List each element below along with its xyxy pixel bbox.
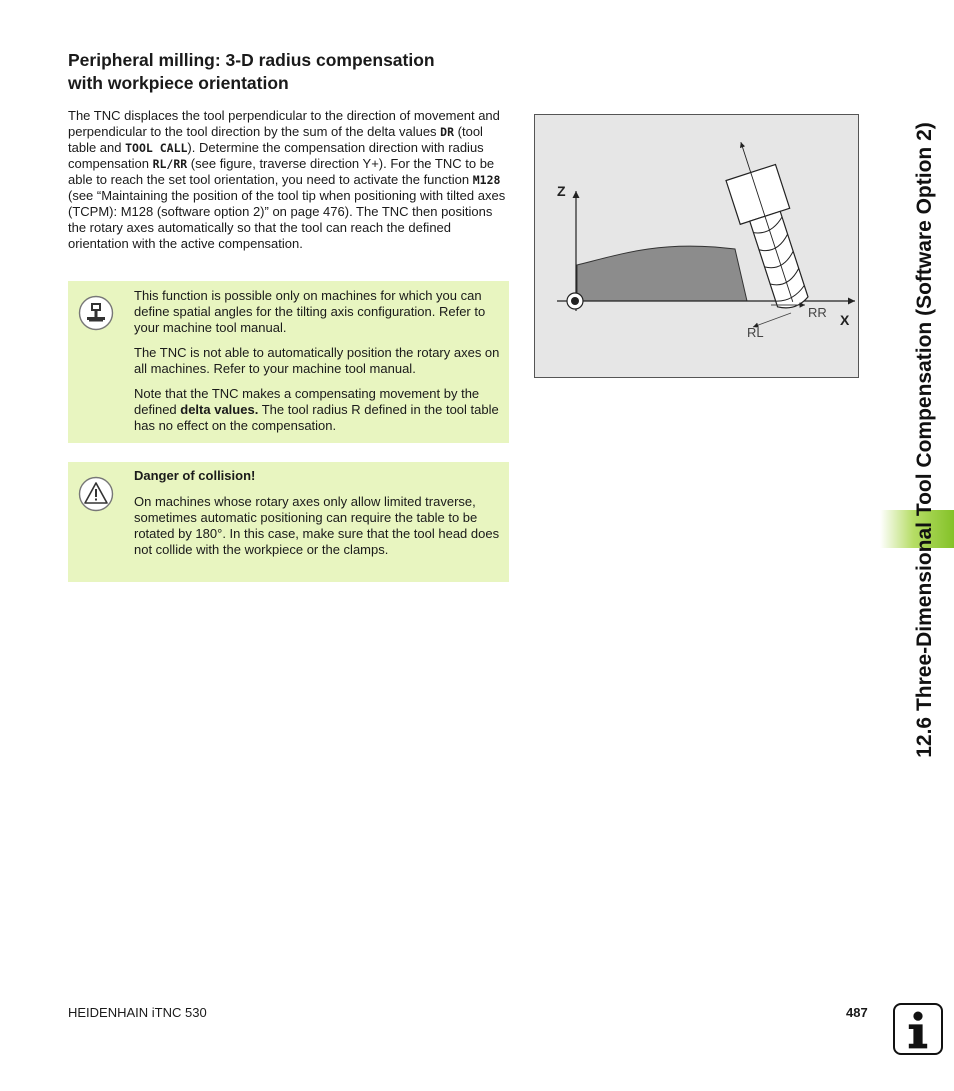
warning-text: On machines whose rotary axes only allow limited traverse, sometimes automatic positioning can require the table to be rotated by 180°. In this case, make sure that the tool head does not collide with the workpiece or the clamps. (134, 494, 500, 557)
intro-paragraph (68, 108, 510, 252)
note-paragraph-3 (134, 386, 502, 434)
warning-icon (78, 476, 114, 512)
machine-icon (78, 295, 114, 331)
machine-note-box (68, 281, 509, 443)
workpiece-shape (577, 246, 747, 301)
intro-text-3: ). Determine the compensation direction with radius compensation (68, 140, 484, 171)
footer-product: HEIDENHAIN iTNC 530 (68, 1005, 207, 1020)
milling-diagram (535, 115, 858, 377)
rl-label: RL (747, 325, 764, 340)
intro-text-1: The TNC displaces the tool perpendicular to the direction of movement and perpendicular to the tool direction by the sum of the delta values (68, 108, 500, 139)
intro-text-5: (see “Maintaining the position of the tool tip when positioning with tilted axes (TCPM): M128 (software option 2)” on page 476). The TNC then positions the rotary axes automatically so that the tool can reach the defined orientation with the active compensation. (68, 188, 506, 251)
intro-text-2: (tool table and (68, 124, 483, 155)
section-heading (68, 49, 508, 95)
note-paragraph-1: This function is possible only on machines for which you can define spatial angles for the tilting axis configuration. Refer to your machine tool manual. (134, 288, 486, 335)
compensation-figure (534, 114, 859, 378)
code-m128: M128 (472, 173, 501, 187)
side-chapter-title (910, 50, 940, 830)
note-paragraph-2: The TNC is not able to automatically position the rotary axes on all machines. Refer to your machine tool manual. (134, 345, 500, 376)
note-text-3a: Note that the TNC makes a compensating movement by the defined (134, 386, 480, 417)
code-rl-rr: RL/RR (152, 157, 188, 171)
heading-line-2: with workpiece orientation (68, 73, 289, 93)
side-title-text: 12.6 Three-Dimensional Tool Compensation (Software Option 2) (913, 122, 936, 758)
collision-warning-box (68, 462, 509, 582)
info-icon (893, 1003, 943, 1055)
z-label: Z (557, 183, 566, 199)
x-label: X (840, 312, 850, 328)
intro-text-4: (see figure, traverse direction Y+). For the TNC to be able to reach the set tool orientation, you need to activate the function (68, 156, 495, 187)
origin-dot (571, 297, 579, 305)
code-dr: DR (440, 125, 455, 139)
delta-values-bold: delta values. (180, 402, 259, 417)
page-number: 487 (846, 1005, 868, 1020)
warning-title: Danger of collision! (134, 468, 256, 483)
code-tool-call: TOOL CALL (125, 141, 188, 155)
note-text-3b: The tool radius R defined in the tool table has no effect on the compensation. (134, 402, 499, 433)
rr-label: RR (808, 305, 827, 320)
heading-line-1: Peripheral milling: 3-D radius compensation (68, 50, 435, 70)
